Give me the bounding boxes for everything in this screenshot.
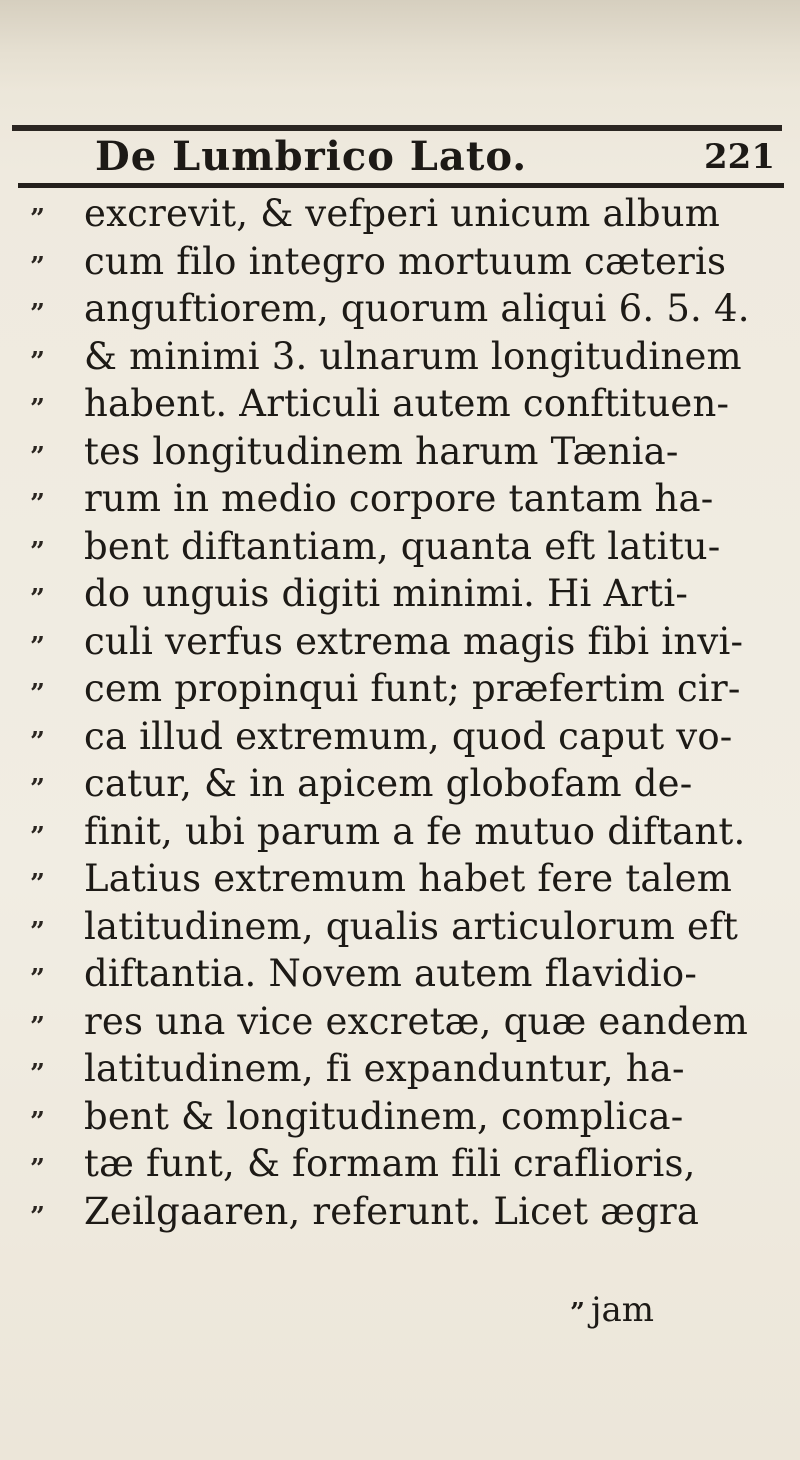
text-line [0, 855, 800, 903]
quote-mark: ” [30, 346, 45, 377]
text-line [0, 903, 800, 951]
quote-mark: ” [30, 1059, 45, 1089]
line-text: Latius extremum habet fere talem [84, 857, 733, 900]
line-text: culi verfus extrema magis fibi invi- [84, 619, 744, 663]
quote-mark: ” [30, 774, 45, 804]
quote-mark: ” [30, 536, 45, 567]
catchword-text: jam [590, 1290, 655, 1330]
quote-mark: ” [30, 916, 45, 947]
text-line [0, 428, 800, 476]
text-line [0, 1045, 800, 1093]
text-line [0, 1093, 800, 1141]
quote-mark: ” [30, 441, 45, 472]
quote-mark: ” [30, 1011, 45, 1042]
quote-mark: ” [30, 821, 45, 852]
quote-mark: ” [30, 726, 45, 757]
page-number: 221 [704, 137, 775, 177]
line-text: latitudinem, fi expanduntur, ha- [84, 1047, 685, 1090]
text-line [0, 713, 800, 761]
text-line [0, 333, 800, 381]
quote-mark: ” [30, 1154, 45, 1184]
line-text: diftantia. Novem autem flavidio- [84, 952, 698, 995]
text-line [0, 475, 800, 523]
quote-mark: ” [30, 204, 45, 234]
line-text: ca illud extremum, quod caput vo- [84, 714, 733, 758]
line-text: & minimi 3. ulnarum longitudinem [84, 334, 742, 378]
line-text: res una vice excretæ, quæ eandem [84, 999, 749, 1043]
line-text: tæ funt, & formam fili craflioris, [84, 1142, 696, 1185]
line-text: bent diftantiam, quanta eft latitu- [84, 524, 721, 568]
quote-mark: ” [30, 964, 45, 994]
line-text: excrevit, & vefperi unicum album [84, 192, 721, 235]
line-text: do unguis digiti minimi. Hi Arti- [84, 572, 689, 615]
page-header [95, 133, 785, 185]
line-text: habent. Articuli autem conftituen- [84, 382, 730, 425]
quote-mark: ” [30, 1106, 45, 1137]
text-line [0, 285, 800, 333]
text-line [0, 523, 800, 571]
quote-mark: ” [30, 1201, 45, 1232]
text-line [0, 1140, 800, 1188]
text-line [0, 760, 800, 808]
line-text: anguftiorem, quorum aliqui 6. 5. 4. [84, 287, 750, 330]
line-text: cum filo integro mortuum cæteris [84, 239, 727, 283]
text-line [0, 950, 800, 998]
quote-mark: ” [30, 679, 45, 709]
line-text: finit, ubi parum a fe mutuo diftant. [84, 809, 746, 853]
quote-mark: ” [30, 584, 45, 614]
quote-mark: ” [30, 299, 45, 329]
line-text: cem propinqui funt; præfertim cir- [84, 667, 741, 710]
catchword [570, 1290, 654, 1330]
text-line [0, 570, 800, 618]
text-line [0, 238, 800, 286]
line-text: Zeilgaaren, referunt. Licet ægra [84, 1189, 700, 1233]
header-rule-bottom [18, 183, 784, 188]
text-line [0, 618, 800, 666]
text-line [0, 665, 800, 713]
line-text: tes longitudinem harum Tænia- [84, 429, 679, 473]
running-title: De Lumbrico Lato. [95, 133, 528, 180]
page-top-edge [0, 0, 800, 90]
header-rule-top [12, 125, 782, 131]
text-line [0, 380, 800, 428]
text-line [0, 808, 800, 856]
quote-mark: ” [30, 869, 45, 899]
quote-mark: ” [30, 631, 45, 662]
text-line [0, 190, 800, 238]
line-text: bent & longitudinem, complica- [84, 1094, 684, 1138]
line-text: rum in medio corpore tantam ha- [84, 477, 714, 520]
line-text: latitudinem, qualis articulorum eft [84, 904, 739, 948]
text-line [0, 1188, 800, 1236]
quote-mark: ” [30, 394, 45, 424]
catchword-quote-mark: ” [570, 1298, 585, 1328]
text-line [0, 998, 800, 1046]
quote-mark: ” [30, 489, 45, 519]
line-text: catur, & in apicem globofam de- [84, 762, 693, 805]
quote-mark: ” [30, 251, 45, 282]
